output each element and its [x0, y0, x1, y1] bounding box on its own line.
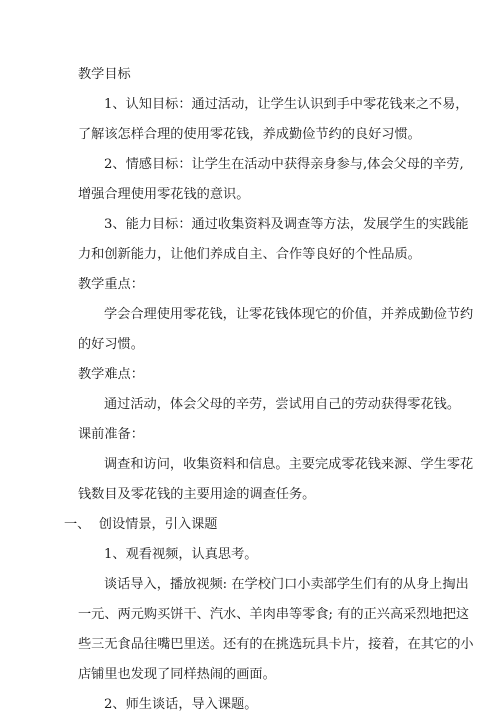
heading-text: 一、 创设情景，引入课题: [64, 517, 218, 532]
key-points-heading: [78, 270, 424, 300]
text-line: 1、认知目标：通过活动，让学生认识到手中零花钱来之不易，: [104, 97, 469, 112]
text-line: 些三无食品往嘴巴里送。还有的在挑选玩具卡片，接着，在其它的小: [78, 637, 474, 652]
text-line: 了解该怎样合理的使用零花钱，养成勤俭节约的良好习惯。: [78, 127, 421, 142]
text-line: 调查和访问，收集资料和信息。主要完成零花钱来源、学生零花: [104, 457, 474, 472]
goal-emotional: [78, 150, 464, 210]
text-line: 2、情感目标：让学生在活动中获得亲身参与,体会父母的辛劳,: [104, 157, 464, 172]
text-line: 钱数目及零花钱的主要用途的调查任务。: [78, 487, 316, 502]
step1-sub2: [78, 690, 424, 720]
step1-talk: [78, 570, 474, 690]
goals-heading: [78, 60, 424, 90]
text-line: 1、观看视频，认真思考。: [104, 547, 258, 562]
goal-cognitive: [78, 90, 469, 150]
text-line: 谈话导入，播放视频: 在学校门口小卖部学生们有的从身上掏出: [104, 577, 469, 592]
text-line: 学会合理使用零花钱，让零花钱体现它的价值，并养成勤俭节约: [104, 307, 474, 322]
text-line: 的好习惯。: [78, 337, 144, 352]
text-line: 一元、两元购买饼干、汽水、羊肉串等零食; 有的正兴高采烈地把这: [78, 607, 470, 622]
preparation-heading: [78, 420, 424, 450]
text-line: 店铺里也发现了同样热闹的画面。: [78, 667, 276, 682]
heading-text: 教学重点：: [78, 277, 144, 292]
text-line: 3、能力目标：通过收集资料及调查等方法，发展学生的实践能: [104, 217, 469, 232]
goal-ability: [78, 210, 469, 270]
preparation-text: [78, 450, 474, 510]
text-line: 2、师生谈话，导入课题。: [104, 697, 258, 712]
step1-heading: [64, 510, 410, 540]
key-points-text: [78, 300, 474, 360]
heading-text: 教学目标: [78, 67, 131, 82]
text-line: 力和创新能力，让他们养成自主、合作等良好的个性品质。: [78, 247, 421, 262]
text-line: 通过活动，体会父母的辛劳，尝试用自己的劳动获得零花钱。: [104, 397, 461, 412]
text-line: 增强合理使用零花钱的意识。: [78, 187, 250, 202]
difficulty-heading: [78, 360, 424, 390]
difficulty-text: [78, 390, 461, 420]
heading-text: 课前准备：: [78, 427, 144, 442]
step1-sub1: [78, 540, 424, 570]
heading-text: 教学难点：: [78, 367, 144, 382]
